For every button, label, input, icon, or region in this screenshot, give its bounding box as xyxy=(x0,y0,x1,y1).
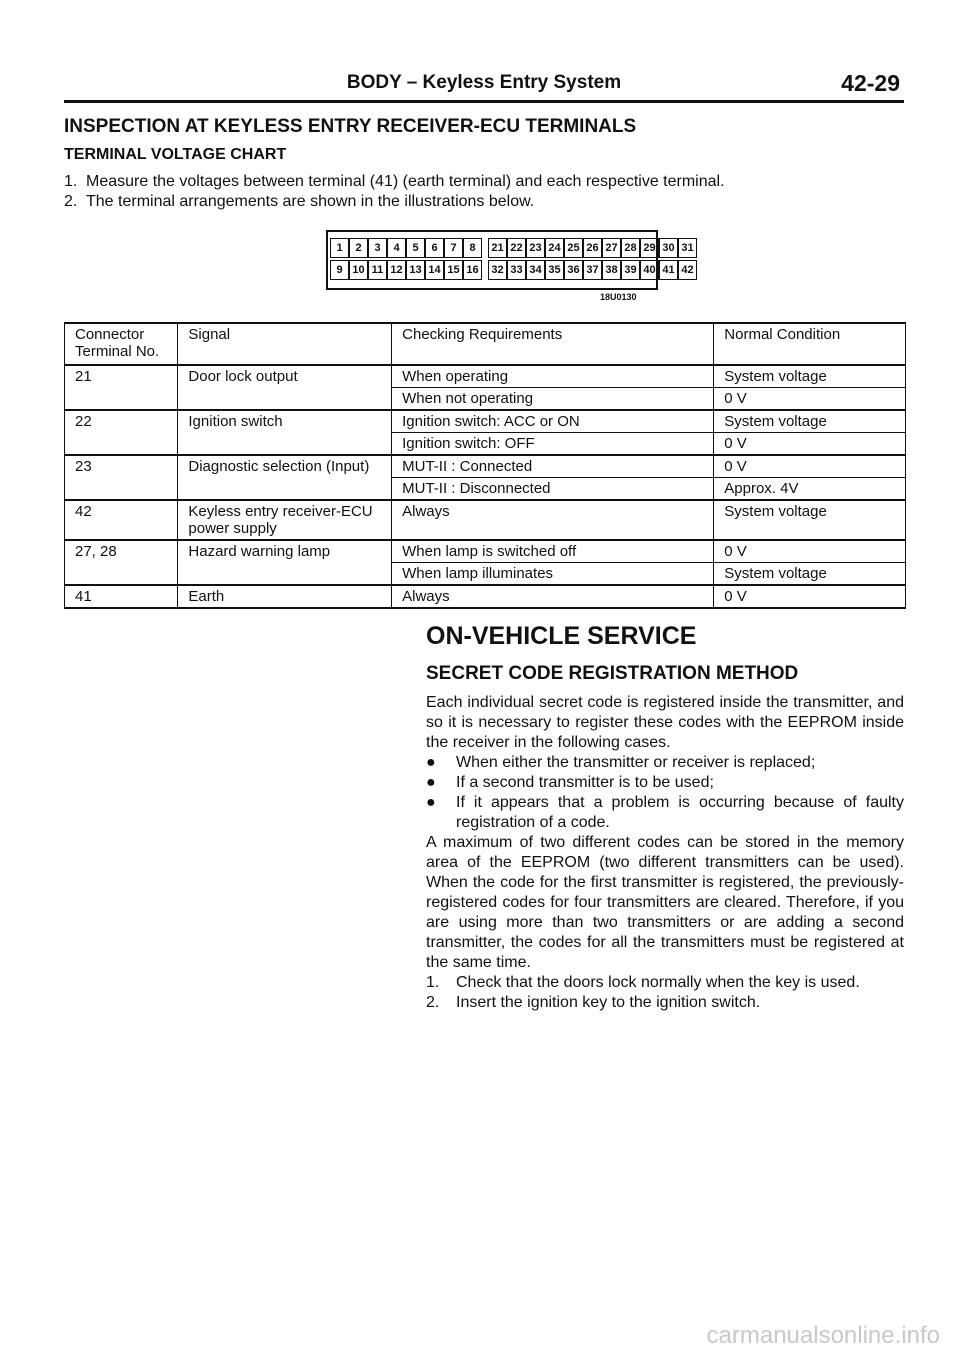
connector-pin: 33 xyxy=(507,260,526,280)
cell-condition: 0 V xyxy=(714,455,906,478)
cell-signal: Earth xyxy=(178,585,392,608)
connector-pin: 40 xyxy=(640,260,659,280)
connector-pin: 42 xyxy=(678,260,697,280)
cell-condition: 0 V xyxy=(714,585,906,608)
connector-pin: 28 xyxy=(621,238,640,258)
table-row xyxy=(65,410,906,433)
cell-condition: 0 V xyxy=(714,433,906,456)
bullet-item xyxy=(426,753,904,773)
cell-requirement: Ignition switch: ACC or ON xyxy=(392,410,714,433)
step-item xyxy=(64,172,904,192)
cell-terminal: 21 xyxy=(65,365,178,410)
table-header-row xyxy=(65,323,906,365)
cell-signal: Door lock output xyxy=(178,365,392,410)
cell-requirement: When not operating xyxy=(392,388,714,411)
connector-pin: 23 xyxy=(526,238,545,258)
connector-pin: 5 xyxy=(406,238,425,258)
bullet-item xyxy=(426,773,904,793)
table-row xyxy=(65,455,906,478)
bullet-text: If it appears that a problem is occurring because of faulty registration of a code. xyxy=(456,794,904,831)
bullet-text: If a second transmitter is to be used; xyxy=(456,774,714,791)
connector-pin: 25 xyxy=(564,238,583,258)
connector-pin: 37 xyxy=(583,260,602,280)
connector-pin: 6 xyxy=(425,238,444,258)
connector-pin: 39 xyxy=(621,260,640,280)
table-row xyxy=(65,500,906,540)
connector-pin: 15 xyxy=(444,260,463,280)
service-title: ON-VEHICLE SERVICE xyxy=(426,622,697,650)
service-step-text: Insert the ignition key to the ignition switch. xyxy=(456,994,761,1011)
connector-pin: 27 xyxy=(602,238,621,258)
connector-pin: 36 xyxy=(564,260,583,280)
connector-pin: 14 xyxy=(425,260,444,280)
cell-terminal: 23 xyxy=(65,455,178,500)
connector-pin: 3 xyxy=(368,238,387,258)
service-paragraph: A maximum of two different codes can be stored in the memory area of the EEPROM (two different transmitters can be used). When the code for the first transmitter is registered, the previously-registered codes for four transmitters are cleared. Therefore, if you are using more than two transmitters or are adding a second transmitter, the codes for all the transmitters must be registered at the same time. xyxy=(426,834,904,971)
connector-pin: 38 xyxy=(602,260,621,280)
step-text: Measure the voltages between terminal (41) (earth terminal) and each respective terminal. xyxy=(86,173,725,190)
cell-requirement: Ignition switch: OFF xyxy=(392,433,714,456)
cell-signal: Diagnostic selection (Input) xyxy=(178,455,392,500)
service-step-number: 1. xyxy=(426,974,440,991)
bullet-dot-icon: ● xyxy=(426,754,436,771)
table-row xyxy=(65,540,906,563)
connector-pin: 31 xyxy=(678,238,697,258)
step-number: 2. xyxy=(64,193,78,210)
header-condition: Normal Condition xyxy=(714,323,906,365)
subsection-title: TERMINAL VOLTAGE CHART xyxy=(64,146,287,163)
cell-requirement: Always xyxy=(392,585,714,608)
cell-condition: Approx. 4V xyxy=(714,478,906,501)
cell-condition: System voltage xyxy=(714,365,906,388)
figure-code: 18U0130 xyxy=(600,292,637,302)
bullet-dot-icon: ● xyxy=(426,774,436,791)
connector-pin: 21 xyxy=(488,238,507,258)
service-step xyxy=(426,973,904,993)
connector-pin: 29 xyxy=(640,238,659,258)
connector-pin: 35 xyxy=(545,260,564,280)
connector-diagram xyxy=(326,230,694,288)
terminal-voltage-table xyxy=(64,322,906,609)
header-signal: Signal xyxy=(178,323,392,365)
service-step xyxy=(426,993,904,1013)
table-row xyxy=(65,585,906,608)
cell-terminal: 41 xyxy=(65,585,178,608)
service-step-number: 2. xyxy=(426,994,440,1011)
bullet-text: When either the transmitter or receiver is replaced; xyxy=(456,754,816,771)
connector-pin: 30 xyxy=(659,238,678,258)
connector-pin: 12 xyxy=(387,260,406,280)
cell-condition: System voltage xyxy=(714,500,906,540)
connector-pin: 32 xyxy=(488,260,507,280)
connector-pin: 1 xyxy=(330,238,349,258)
cell-condition: System voltage xyxy=(714,410,906,433)
cell-requirement: When lamp illuminates xyxy=(392,563,714,586)
cell-condition: 0 V xyxy=(714,388,906,411)
connector-pin: 26 xyxy=(583,238,602,258)
measurement-steps xyxy=(64,172,904,212)
cell-condition: 0 V xyxy=(714,540,906,563)
on-vehicle-service-section xyxy=(426,622,904,1013)
connector-pin: 41 xyxy=(659,260,678,280)
page-header xyxy=(64,70,904,103)
connector-pin: 24 xyxy=(545,238,564,258)
connector-pin: 13 xyxy=(406,260,425,280)
bullet-dot-icon: ● xyxy=(426,794,436,811)
connector-pins xyxy=(330,238,697,282)
connector-pin: 2 xyxy=(349,238,368,258)
connector-pin: 8 xyxy=(463,238,482,258)
service-intro: Each individual secret code is registered inside the transmitter, and so it is necessary to register these codes with the EEPROM inside the receiver in the following cases. xyxy=(426,694,904,751)
step-item xyxy=(64,192,904,212)
cell-signal: Hazard warning lamp xyxy=(178,540,392,585)
cell-requirement: When lamp is switched off xyxy=(392,540,714,563)
cell-requirement: MUT-II : Disconnected xyxy=(392,478,714,501)
pin-row-top xyxy=(330,238,697,258)
cell-condition: System voltage xyxy=(714,563,906,586)
cell-requirement: MUT-II : Connected xyxy=(392,455,714,478)
header-terminal: Connector Terminal No. xyxy=(65,323,178,365)
table-row xyxy=(65,365,906,388)
bullet-item xyxy=(426,793,904,833)
cell-terminal: 27, 28 xyxy=(65,540,178,585)
watermark: carmanualsonline.info xyxy=(706,1322,940,1349)
connector-pin: 4 xyxy=(387,238,406,258)
connector-pin: 11 xyxy=(368,260,387,280)
step-number: 1. xyxy=(64,173,78,190)
connector-pin: 10 xyxy=(349,260,368,280)
cell-signal: Keyless entry receiver-ECU power supply xyxy=(178,500,392,540)
header-requirements: Checking Requirements xyxy=(392,323,714,365)
section-title: INSPECTION AT KEYLESS ENTRY RECEIVER-ECU TERMINALS xyxy=(64,116,637,137)
page-number: 42-29 xyxy=(841,70,900,96)
cell-terminal: 22 xyxy=(65,410,178,455)
step-text: The terminal arrangements are shown in the illustrations below. xyxy=(86,193,535,210)
connector-pin: 16 xyxy=(463,260,482,280)
cell-signal: Ignition switch xyxy=(178,410,392,455)
cell-requirement: When operating xyxy=(392,365,714,388)
connector-pin: 34 xyxy=(526,260,545,280)
connector-pin: 7 xyxy=(444,238,463,258)
page-title: BODY – Keyless Entry System xyxy=(346,72,622,93)
service-step-text: Check that the doors lock normally when the key is used. xyxy=(456,974,860,991)
connector-pin: 9 xyxy=(330,260,349,280)
cell-terminal: 42 xyxy=(65,500,178,540)
service-subtitle: SECRET CODE REGISTRATION METHOD xyxy=(426,663,799,684)
pin-row-bottom xyxy=(330,260,697,280)
connector-pin: 22 xyxy=(507,238,526,258)
cell-requirement: Always xyxy=(392,500,714,540)
